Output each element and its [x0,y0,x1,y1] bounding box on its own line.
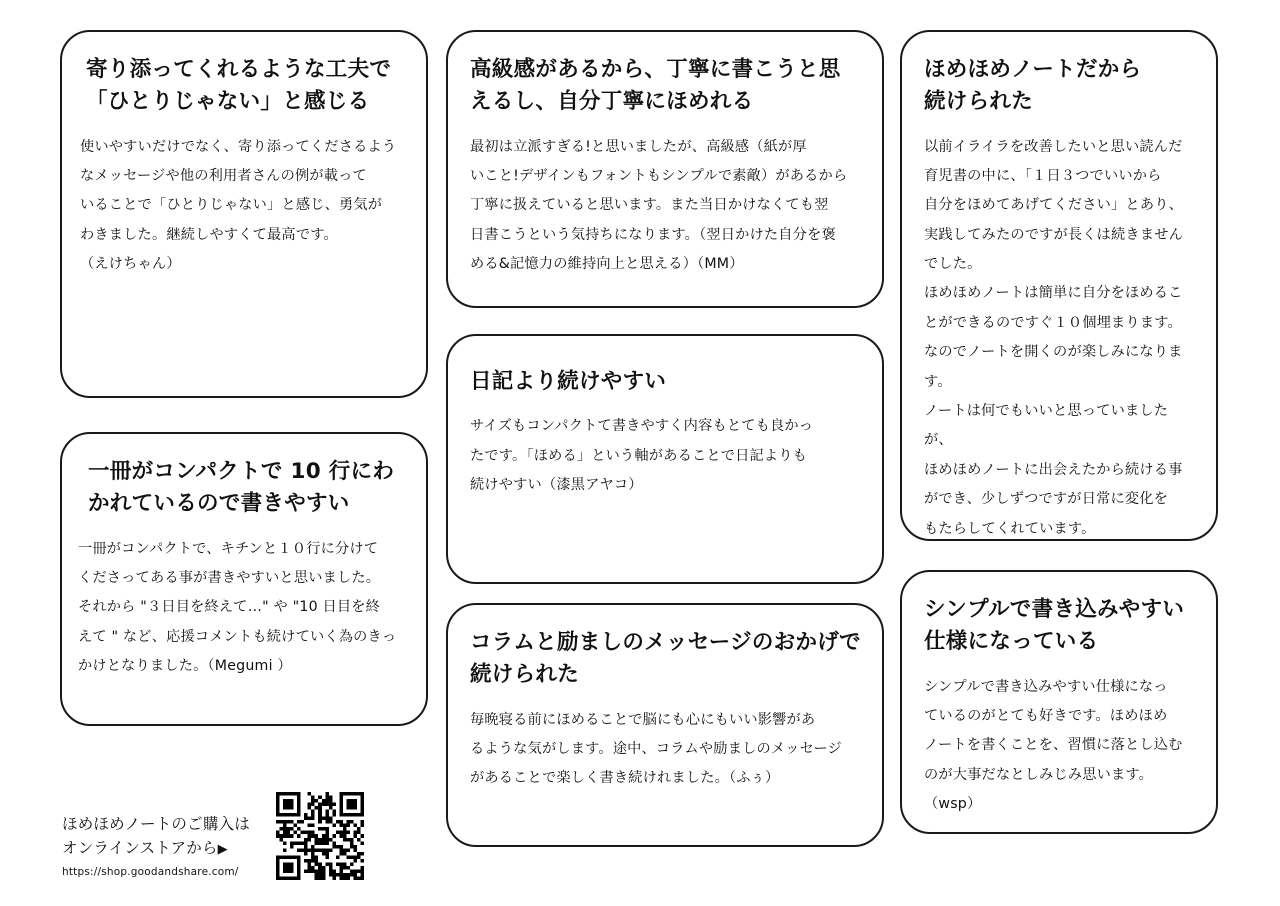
card-body: 一冊がコンパクトで、キチンと１０行に分けて くださってある事が書きやすいと思いました。 それから "３日目を終えて…" や "10 日目を終 えて " など、応援コメントも続けていく為のきっ かけとなりました。（Megumi ） [78,540,397,675]
card-title: 高級感があるから、丁寧に書こうと思 えるし、自分丁寧にほめれる [470,57,841,115]
card-body: 以前イライラを改善したいと思い読んだ 育児書の中に、「１日３つでいいから 自分をほめてあげてください」とあり、 実践してみたのですが長くは続きません でした。 ほめほめノートは簡単に自分をほめるこ とができるのですぐ１０個埋まります。 なのでノートを開くのが楽しみになりま す。 ノートは何でもいいと思っていましたが、 ほめほめノートに出会えたから続ける事 ができ、少しずつですが日常に変化を もたらしてくれています。 [924,138,1183,537]
card-body: 最初は立派すぎる!と思いましたが、高級感（紙が厚 いこと!デザインもフォントもシンプルで素敵）があるから 丁寧に扱えていると思います。また当日かけなくても翌 日書こうという気持ちになります。（翌日かけた自分を褒 める&記憶力の維持向上と思える）（MM） [470,138,848,273]
card-title: 一冊がコンパクトで 10 行にわ かれているので書きやすい [88,459,395,517]
card-body: 使いやすいだけでなく、寄り添ってくださるよう なメッセージや他の利用者さんの例が載って いることで「ひとりじゃない」と感じ、勇気が わきました。継続しやすくて最高です。 （えけちゃん） [80,138,397,273]
card-body: シンプルで書き込みやすい仕様になっ ているのがとても好きです。ほめほめ ノートを書くことを、習慣に落とし込む のが大事だなとしみじみ思います。 （wsp） [924,678,1183,813]
card-body: サイズもコンパクトて書きやすく内容もとても良かっ たです。「ほめる」という軸があることで日記よりも 続けやすい（漆黒アヤコ） [470,418,814,494]
card-title: 寄り添ってくれるような工夫で 「ひとりじゃない」と感じる [86,57,392,115]
card-title: ほめほめノートだから 続けられた [924,57,1142,115]
testimonial-card-5 [446,334,884,584]
purchase-footer [62,812,272,880]
testimonial-card-4 [60,432,428,726]
card-title: コラムと励ましのメッセージのおかげで 続けられた [470,630,861,688]
testimonial-card-6 [446,603,884,847]
testimonial-card-1 [60,30,428,398]
purchase-text-line2: オンラインストアから▶ [62,839,228,857]
card-body: 毎晩寝る前にほめることで脳にも心にもいい影響があ るような気がします。途中、コラムや励ましのメッセージ があることで楽しく書き続けれました。（ふぅ） [470,711,842,787]
testimonial-card-7 [900,570,1218,834]
play-arrow-icon: ▶ [217,842,228,857]
qr-code-icon[interactable] [276,792,364,880]
testimonial-card-3 [900,30,1218,541]
store-url[interactable]: https://shop.goodandshare.com/ [62,866,239,878]
card-title: シンプルで書き込みやすい 仕様になっている [924,597,1185,655]
testimonial-card-2 [446,30,884,308]
purchase-text-line1: ほめほめノートのご購入は [62,815,250,833]
card-title: 日記より続けやすい [470,369,667,394]
